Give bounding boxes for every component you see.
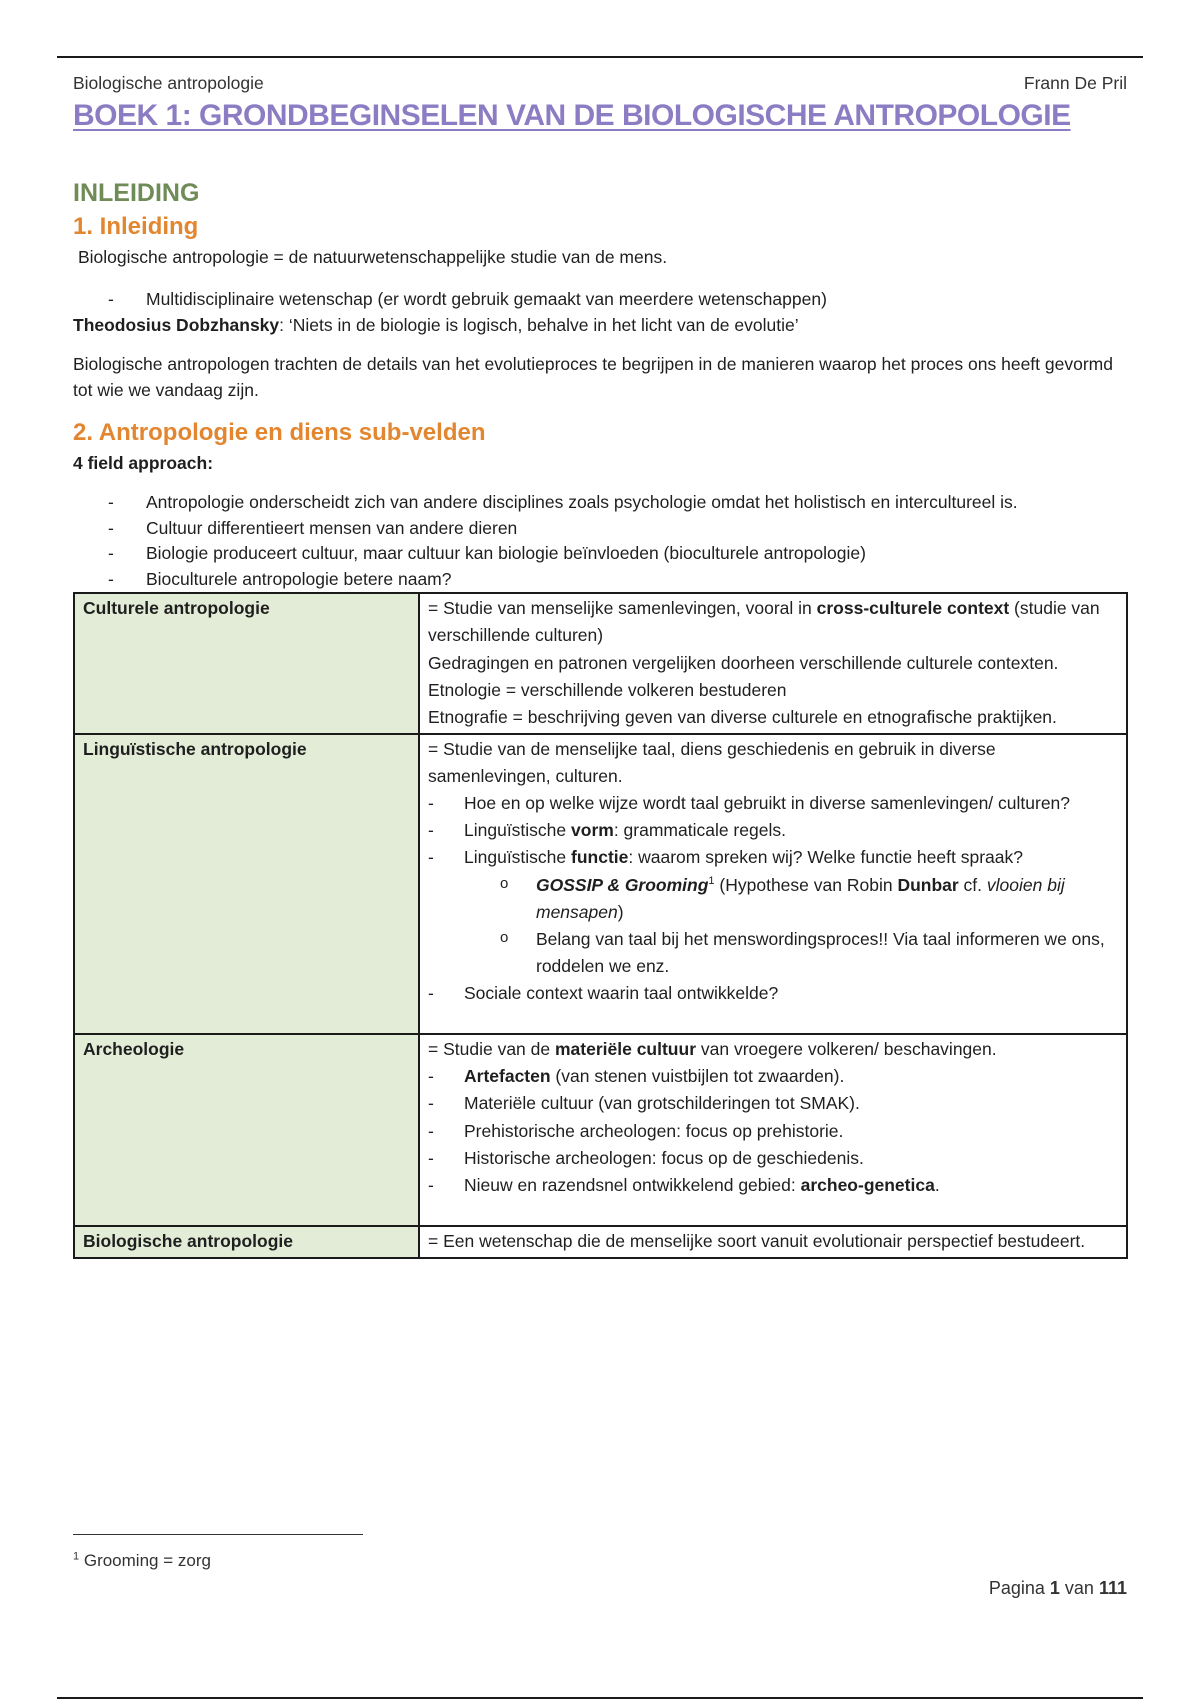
footnote-text: Grooming = zorg [79,1551,211,1570]
table-row [74,593,1127,734]
subvelden-bullets [73,490,1127,592]
table-row [74,1034,1127,1226]
text-span: Linguïstische [464,847,572,868]
footnote-rule [73,1534,363,1535]
page-number [989,1575,1127,1602]
cell-line: Gedragingen en patronen vergelijken doorheen verschillende culturele contexten. [428,652,1059,673]
footnote-ref[interactable]: 1 [708,874,715,887]
text-span: Linguïstische [464,820,572,841]
list-item: - Multidisciplinaire wetenschap (er wordt gebruik gemaakt van meerdere wetenschappen) [73,286,1127,312]
text-span: ) [617,901,624,922]
table-row [74,1226,1127,1258]
text-span: (Hypothese van Robin [714,874,898,895]
section-heading-inleiding: 1. Inleiding [73,213,199,240]
chapter-heading: INLEIDING [73,179,200,207]
definition-paragraph: Biologische antropologie = de natuurwetenschappelijke studie van de mens. [78,246,668,267]
text-span: : waarom spreken wij? Welke functie heeft spraak? [628,847,1023,868]
pager-total: 111 [1098,1578,1127,1598]
list-item: - Hoe en op welke wijze wordt taal gebruikt in diverse samenlevingen/ culturen? [428,790,1116,817]
table-label-biologische: Biologische antropologie [74,1226,419,1258]
field-approach-label: 4 field approach: [73,452,214,473]
text-span: : grammaticale regels. [613,820,786,841]
evolution-paragraph: Biologische antropologen trachten de details van het evolutieproces te begrijpen in de manieren waarop het proces ons heeft gevormd tot wie we vandaag zijn. [73,353,1113,400]
cell-line [428,595,1116,649]
footnote-marker: 1 [73,1550,80,1563]
text-span: . [934,1174,940,1195]
list-item: - Materiële cultuur (van grotschilderingen tot SMAK). [428,1090,1116,1117]
quote-author: Theodosius Dobzhansky [73,315,280,336]
top-rule [57,56,1143,58]
list-item [428,1063,1116,1090]
bottom-rule [57,1697,1143,1699]
bold-span: Dunbar [897,874,959,895]
section-heading-subvelden: 2. Antropologie en diens sub-velden [73,419,486,447]
list-item [428,844,1116,980]
table-cell-archeologie [419,1034,1127,1226]
header-author: Frann De Pril [1023,72,1127,93]
list-item: - Historische archeologen: focus op de geschiedenis. [428,1145,1116,1172]
table-cell-biologische: = Een wetenschap die de menselijke soort vanuit evolutionair perspectief bestudeert. [419,1226,1127,1258]
list-item [428,1172,1116,1199]
pager-prefix: Pagina [988,1578,1050,1598]
bold-span: archeo-genetica [800,1174,935,1195]
bold-italic-span: GOSSIP & Grooming [536,874,709,895]
list-item: - Biologie produceert cultuur, maar cultuur kan biologie beïnvloeden (bioculturele antropologie) [73,541,1127,567]
header-course: Biologische antropologie [73,72,264,93]
list-item: - Sociale context waarin taal ontwikkelde? [428,980,1116,1007]
pager-middle: van [1059,1578,1099,1598]
cell-line: = Studie van de menselijke taal, diens geschiedenis en gebruik in diverse samenlevingen, culturen. [428,738,996,787]
cell-line: Etnografie = beschrijving geven van diverse culturele en etnografische praktijken. [428,706,1057,727]
subfields-table [73,592,1128,1259]
bold-span: vorm [571,820,614,841]
bold-span: Artefacten [464,1066,551,1087]
page-content [73,68,1127,1259]
text-span: cf. [958,874,987,895]
bold-span: functie [571,847,629,868]
bold-span: materiële cultuur [554,1039,697,1060]
cell-line [428,1036,1116,1063]
table-label-linguistische: Linguïstische antropologie [74,734,419,1034]
text-span: = Studie van de [428,1039,555,1060]
pager-current: 1 [1049,1578,1060,1598]
list-item: - Prehistorische archeologen: focus op prehistorie. [428,1118,1116,1145]
list-item: - Bioculturele antropologie betere naam? [73,567,1127,593]
table-cell-culturele [419,593,1127,734]
quote-paragraph [73,312,1127,338]
italic-span: vlooien bij mensapen [536,874,1065,922]
sub-bullets [500,872,1116,981]
inleiding-bullets [73,286,1127,312]
list-item: o Belang van taal bij het menswordingsproces!! Via taal informeren we ons, roddelen we enz. [500,926,1116,980]
text-span: (van stenen vuistbijlen tot zwaarden). [550,1066,845,1087]
text-span: = Studie van menselijke samenlevingen, vooral in [428,598,817,619]
bold-span: cross-culturele context [816,598,1010,619]
page-header [73,68,1127,98]
list-item: - Antropologie onderscheidt zich van andere disciplines zoals psychologie omdat het holistisch en intercultureel is. [73,490,1127,516]
cell-bullets [428,790,1116,1007]
table-label-culturele: Culturele antropologie [74,593,419,734]
cell-line: Etnologie = verschillende volkeren bestuderen [428,679,787,700]
cell-bullets [428,1063,1116,1199]
quote-text: : ‘Niets in de biologie is logisch, behalve in het licht van de evolutie’ [279,315,799,336]
list-item [428,817,1116,844]
table-row [74,734,1127,1034]
document-title: BOEK 1: GRONDBEGINSELEN VAN DE BIOLOGISCHE ANTROPOLOGIE [73,99,1071,132]
list-item [500,872,1116,926]
text-span: van vroegere volkeren/ beschavingen. [696,1039,997,1060]
text-span: (studie van verschillende culturen) [428,598,1100,646]
table-label-archeologie: Archeologie [74,1034,419,1226]
table-cell-linguistische [419,734,1127,1034]
footnote [73,1548,211,1574]
text-span: Nieuw en razendsnel ontwikkelend gebied: [464,1174,801,1195]
list-item: - Cultuur differentieert mensen van andere dieren [73,516,1127,542]
